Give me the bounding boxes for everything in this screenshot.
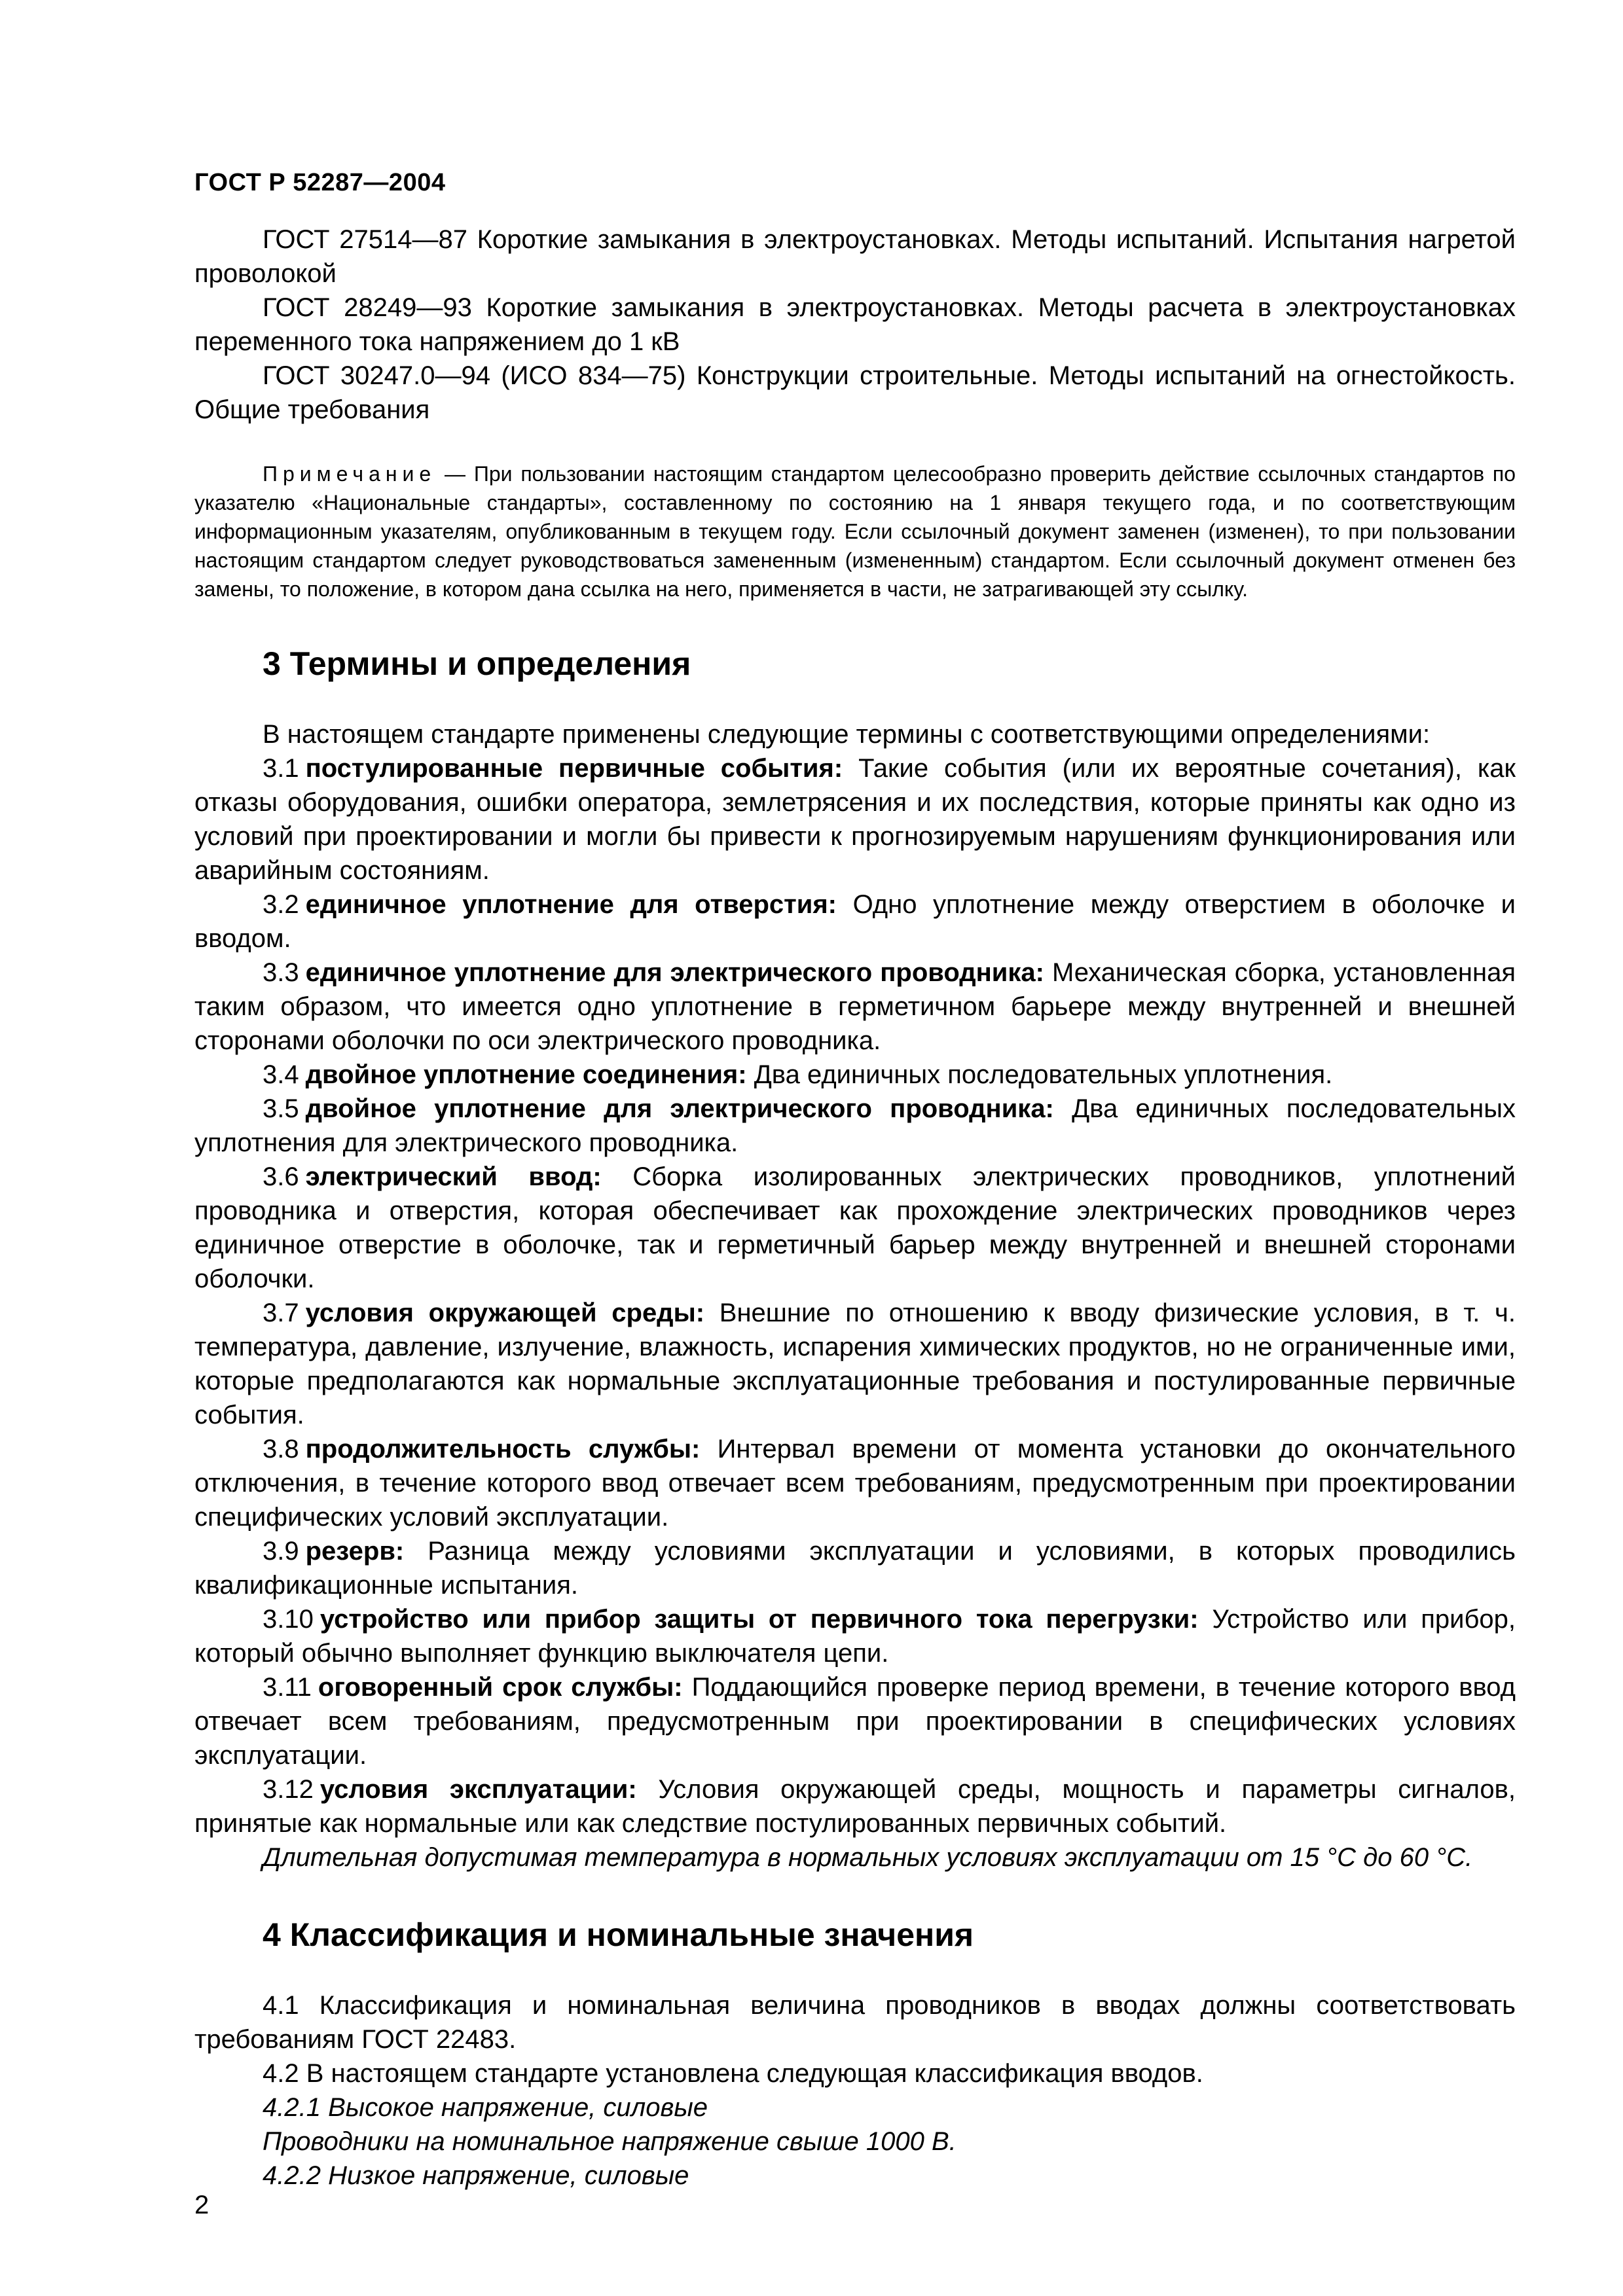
reference-code: ГОСТ 28249—93 <box>263 293 472 322</box>
reference-title: Короткие замыкания в электроустановках. Методы испытаний. Испытания нагретой проволокой <box>194 225 1516 288</box>
term-name: оговоренный срок службы: <box>318 1673 683 1702</box>
clause-4-2-2-heading: 4.2.2 Низкое напряжение, силовые <box>263 2161 689 2190</box>
term-number: 3.4 <box>263 1060 299 1089</box>
term-number: 3.10 <box>263 1605 314 1634</box>
term-text: Такие события (или их вероятные сочетания), как отказы оборудования, ошибки оператора, землетрясения и их последствия, которые приняты как одно из условий при проектировании и могли бы привести к прогнозируемым нарушениям функционирования или аварийным состояниям. <box>194 754 1516 885</box>
term-text: Механическая сборка, установленная таким образом, что имеется одно уплотнение в герметичном барьере между внутренней и внешней сторонами оболочки по оси электрического проводника. <box>194 958 1516 1055</box>
term-definition <box>194 1058 1516 1092</box>
reference-item <box>194 291 1516 359</box>
section-4-heading: 4 Классификация и номинальные значения <box>263 1916 974 1953</box>
term-name: электрический ввод: <box>305 1162 602 1191</box>
term-text: Одно уплотнение между отверстием в оболочке и вводом. <box>194 890 1516 953</box>
clause-4-2-1-heading: 4.2.1 Высокое напряжение, силовые <box>263 2093 708 2122</box>
term-number: 3.2 <box>263 890 299 919</box>
term-number: 3.11 <box>263 1673 312 1702</box>
term-definition <box>194 1670 1516 1772</box>
reference-code: ГОСТ 27514—87 <box>263 225 467 254</box>
term-name: продолжительность службы: <box>305 1435 701 1463</box>
term-number: 3.3 <box>263 958 299 987</box>
term-name: единичное уплотнение для электрического проводника: <box>305 958 1044 987</box>
section-3-heading: 3 Термины и определения <box>263 645 691 682</box>
page-header-standard-code: ГОСТ Р 52287—2004 <box>194 169 446 196</box>
term-definition <box>194 1602 1516 1670</box>
references-note <box>194 459 1516 603</box>
reference-title: Короткие замыкания в электроустановках. Методы расчета в электроустановках переменного тока напряжением до 1 кВ <box>194 293 1516 356</box>
term-text: Два единичных последовательных уплотнения для электрического проводника. <box>194 1094 1516 1157</box>
term-number: 3.9 <box>263 1537 299 1566</box>
term-name: единичное уплотнение для отверстия: <box>305 890 837 919</box>
note-dash: — <box>436 462 474 486</box>
term-text: Интервал времени от момента установки до окончательного отключения, в течение которого ввод отвечает всем требованиям, предусмотренным при проектировании специфических условий эксплуатации. <box>194 1435 1516 1532</box>
term-text: Устройство или прибор, который обычно выполняет функцию выключателя цепи. <box>194 1605 1516 1668</box>
term-text: Внешние по отношению к вводу физические условия, в т. ч. температура, давление, излучение, влажность, испарения химических продуктов, но не ограниченные ими, которые предполагаются как нормальные эксплуатационные требования и постулированные первичные события. <box>194 1299 1516 1429</box>
note-label: Примечание <box>263 462 437 486</box>
term-name: условия окружающей среды: <box>305 1299 705 1327</box>
term-name: резерв: <box>305 1537 405 1566</box>
reference-item <box>194 359 1516 427</box>
term-text: Два единичных последовательных уплотнения. <box>754 1060 1333 1089</box>
term-text: Сборка изолированных электрических проводников, уплотнений проводника и отверстия, которая обеспечивает как прохождение электрических проводников через единичное отверстие в оболочке, так и герметичный барьер между внутренней и внешней сторонами оболочки. <box>194 1162 1516 1293</box>
term-definition <box>194 1160 1516 1296</box>
reference-item <box>194 223 1516 291</box>
page-content <box>194 223 1516 2193</box>
term-name: постулированные первичные события: <box>305 754 843 783</box>
term-name: двойное уплотнение соединения: <box>305 1060 747 1089</box>
term-definition <box>194 751 1516 888</box>
clause-4-2-1-text: Проводники на номинальное напряжение свыше 1000 В. <box>263 2127 957 2156</box>
term-definition <box>194 1772 1516 1840</box>
clause-4-1: 4.1 Классификация и номинальная величина проводников в вводах должны соответствовать требованиям ГОСТ 22483. <box>194 1991 1516 2054</box>
term-number: 3.5 <box>263 1094 299 1123</box>
reference-code: ГОСТ 30247.0—94 (ИСО 834—75) <box>263 361 686 390</box>
normative-references-list <box>194 223 1516 427</box>
term-definition <box>194 956 1516 1058</box>
page-number: 2 <box>194 2191 210 2219</box>
term-number: 3.8 <box>263 1435 299 1463</box>
temperature-note: Длительная допустимая температура в нормальных условиях эксплуатации от 15 °С до 60 °С. <box>263 1843 1473 1872</box>
term-name: двойное уплотнение для электрического проводника: <box>305 1094 1054 1123</box>
term-definition <box>194 1092 1516 1160</box>
term-text: Разница между условиями эксплуатации и условиями, в которых проводились квалификационные испытания. <box>194 1537 1516 1600</box>
term-definition <box>194 1432 1516 1534</box>
term-text: Поддающийся проверке период времени, в течение которого ввод отвечает всем требованиям, предусмотренным при проектировании в специфических условиях эксплуатации. <box>194 1673 1516 1770</box>
note-text: При пользовании настоящим стандартом целесообразно проверить действие ссылочных стандартов по указателю «Национальные стандарты», составленному по состоянию на 1 января текущего года, и по соответствующим информационным указателям, опубликованным в текущем году. Если ссылочный документ заменен (изменен), то при пользовании настоящим стандартом следует руководствоваться замененным (измененным) стандартом. Если ссылочный документ отменен без замены, то положение, в котором дана ссылка на него, применяется в части, не затрагивающей эту ссылку. <box>194 462 1516 601</box>
term-name: условия эксплуатации: <box>319 1775 637 1804</box>
term-name: устройство или прибор защиты от первичного тока перегрузки: <box>319 1605 1199 1634</box>
term-definition <box>194 1534 1516 1602</box>
clause-4-2: 4.2 В настоящем стандарте установлена следующая классификация вводов. <box>263 2059 1203 2088</box>
term-definition <box>194 1296 1516 1432</box>
term-number: 3.7 <box>263 1299 299 1327</box>
term-number: 3.12 <box>263 1775 314 1804</box>
term-number: 3.6 <box>263 1162 299 1191</box>
section-3-intro: В настоящем стандарте применены следующие термины с соответствующими определениями: <box>263 720 1431 749</box>
reference-title: Конструкции строительные. Методы испытаний на огнестойкость. Общие требования <box>194 361 1516 424</box>
term-text: Условия окружающей среды, мощность и параметры сигналов, принятые как нормальные или как следствие постулированных первичных событий. <box>194 1775 1516 1838</box>
term-number: 3.1 <box>263 754 299 783</box>
term-definition <box>194 888 1516 956</box>
